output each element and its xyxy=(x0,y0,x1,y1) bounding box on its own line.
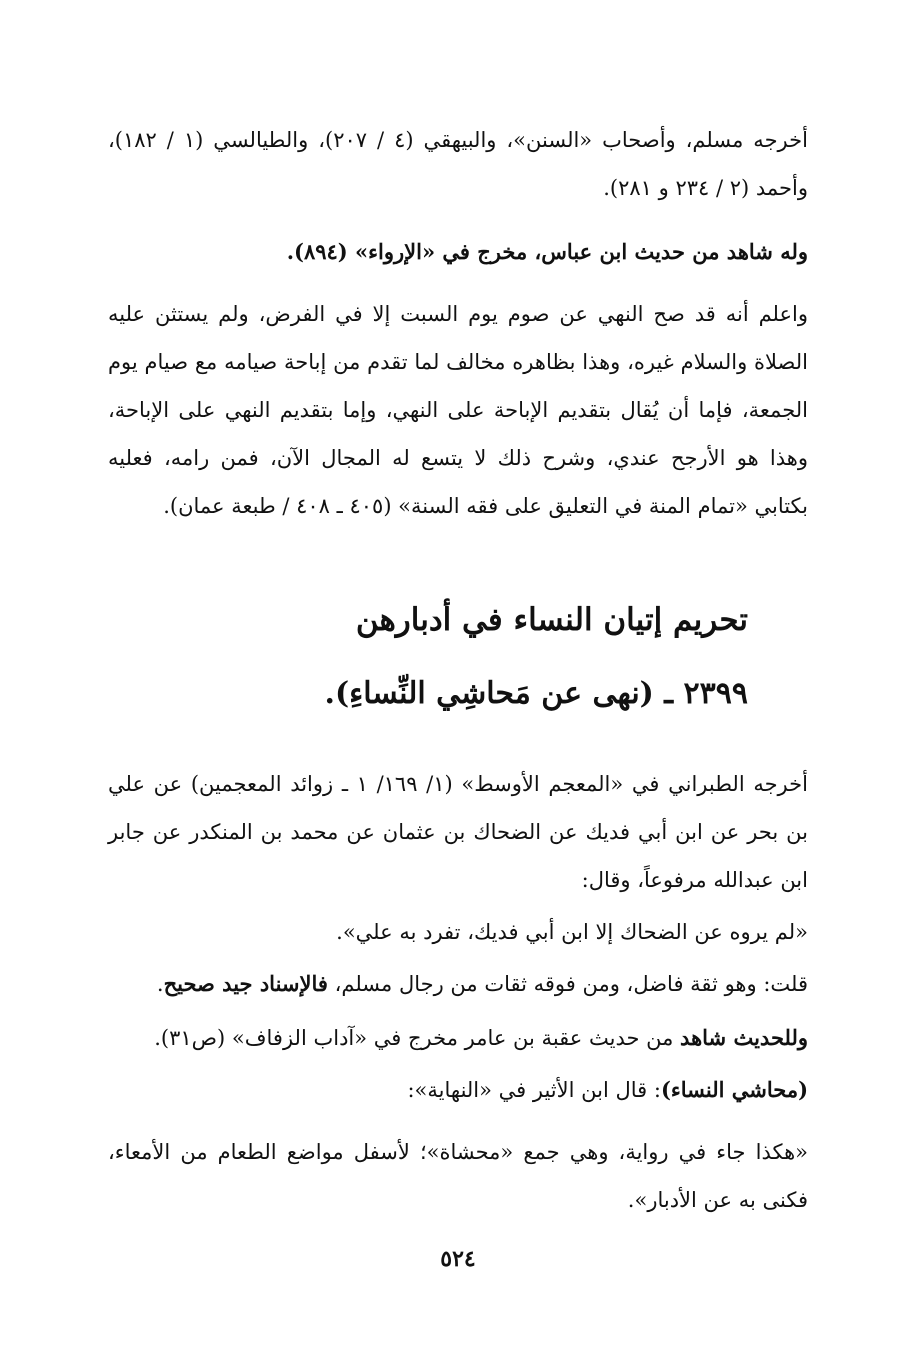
paragraph-sources xyxy=(108,116,808,212)
chapter-heading: تحريم إتيان النساء في أدبارهن xyxy=(355,602,748,638)
page-number: ٥٢٤ xyxy=(440,1246,476,1272)
quote-tabarani-text: «لم يروه عن الضحاك إلا ابن أبي فديك، تفرد به علي». xyxy=(336,920,808,944)
paragraph-saturday-fast xyxy=(108,290,808,530)
quote-tabarani xyxy=(108,908,808,956)
paragraph-grading-end: . xyxy=(156,972,164,996)
paragraph-grading-verdict: فالإسناد جيد صحيح xyxy=(163,971,328,996)
paragraph-takhrij xyxy=(108,760,808,904)
paragraph-supporting xyxy=(108,1014,808,1062)
paragraph-saturday-fast-text: واعلم أنه قد صح النهي عن صوم يوم السبت إلا في الفرض، ولم يستثن عليه الصلاة والسلام غيره، وهذا بظاهره مخالف لما تقدم من إباحة صيامه مع صيام يوم الجمعة، فإما أن يُقال بتقديم الإباحة على النهي، وإما بتقديم النهي على الإباحة، وهذا هو الأرجح عندي، وشرح ذلك لا يتسع له المجال الآن، فمن رامه، فعليه بكتابي «تمام المنة في التعليق على فقه السنة» (٤٠٥ ـ ٤٠٨ / طبعة عمان). xyxy=(108,302,808,518)
paragraph-definition xyxy=(108,1066,808,1114)
paragraph-grading-lead: قلت: وهو ثقة فاضل، ومن فوقه ثقات من رجال مسلم، xyxy=(327,972,808,996)
paragraph-grading xyxy=(108,960,808,1008)
quote-nihaya-text: «هكذا جاء في رواية، وهي جمع «محشاة»؛ لأسفل مواضع الطعام من الأمعاء، فكنى به عن الأدبار». xyxy=(108,1140,808,1212)
hadith-heading: ٢٣٩٩ ـ (نهى عن مَحاشِي النِّساءِ). xyxy=(324,676,748,711)
paragraph-witness-text: وله شاهد من حديث ابن عباس، مخرج في «الإرواء» (٨٩٤). xyxy=(286,239,808,264)
paragraph-supporting-lead: وللحديث شاهد xyxy=(680,1025,808,1050)
paragraph-supporting-rest: من حديث عقبة بن عامر مخرج في «آداب الزفاف» (ص٣١). xyxy=(154,1026,681,1050)
quote-nihaya xyxy=(108,1128,808,1224)
paragraph-sources-text: أخرجه مسلم، وأصحاب «السنن»، والبيهقي (٤ / ٢٠٧)، والطيالسي (١ / ١٨٢)، وأحمد (٢ / ٢٣٤ و ٢٨١). xyxy=(108,128,808,200)
paragraph-witness xyxy=(108,228,808,276)
paragraph-definition-rest: : قال ابن الأثير في «النهاية»: xyxy=(407,1078,661,1102)
paragraph-definition-term: (محاشي النساء) xyxy=(660,1077,808,1102)
paragraph-takhrij-text: أخرجه الطبراني في «المعجم الأوسط» (١/ ١٦٩/ ١ ـ زوائد المعجمين) عن علي بن بحر عن ابن أبي فديك عن الضحاك بن عثمان عن محمد بن المنكدر عن جابر ابن عبدالله مرفوعاً، وقال: xyxy=(108,772,808,892)
